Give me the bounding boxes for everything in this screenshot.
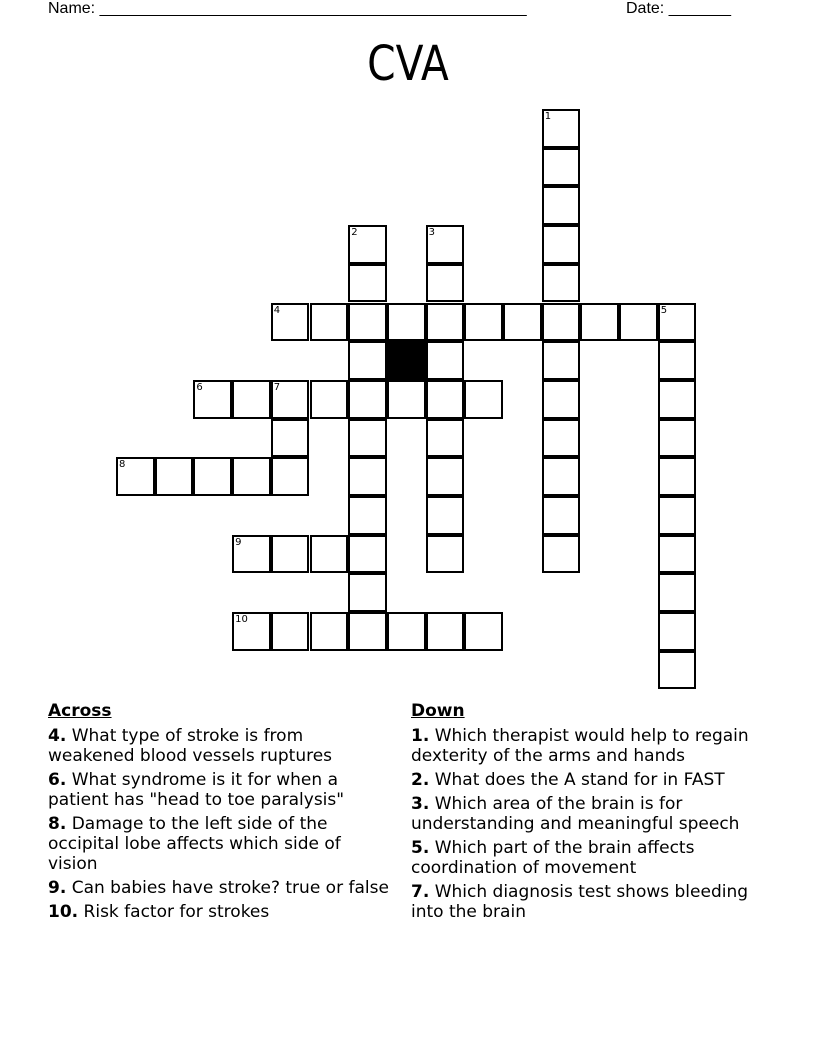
- cell-number: 3: [428, 227, 435, 239]
- clue-text: Which area of the brain is for understanding and meaningful speech: [411, 794, 740, 834]
- grid-cell[interactable]: [542, 380, 581, 419]
- grid-cell[interactable]: [271, 457, 310, 496]
- grid-cell[interactable]: [464, 380, 503, 419]
- clue-across-8: [48, 814, 393, 874]
- grid-cell[interactable]: [348, 535, 387, 574]
- grid-cell[interactable]: [310, 612, 349, 651]
- clue-text: Which diagnosis test shows bleeding into the brain: [411, 882, 749, 922]
- clue-number: 10.: [48, 902, 79, 922]
- clue-number: 2.: [411, 770, 430, 790]
- cell-number: 10: [235, 614, 248, 626]
- grid-cell[interactable]: [542, 225, 581, 264]
- grid-cell[interactable]: [271, 535, 310, 574]
- date-field-label: Date: _______: [626, 0, 731, 17]
- grid-cell[interactable]: [271, 303, 310, 342]
- clue-text: Can babies have stroke? true or false: [66, 878, 389, 898]
- grid-cell[interactable]: [426, 496, 465, 535]
- grid-cell[interactable]: [658, 573, 697, 612]
- clue-text: What syndrome is it for when a patient has "head to toe paralysis": [48, 770, 345, 810]
- clue-number: 1.: [411, 726, 430, 746]
- grid-cell[interactable]: [464, 303, 503, 342]
- grid-cell[interactable]: [348, 457, 387, 496]
- cell-number: 2: [351, 227, 358, 239]
- grid-cell[interactable]: [658, 612, 697, 651]
- grid-cell[interactable]: [580, 303, 619, 342]
- grid-cell[interactable]: [542, 419, 581, 458]
- grid-cell[interactable]: [658, 303, 697, 342]
- grid-cell[interactable]: [193, 380, 232, 419]
- black-cell: [387, 341, 426, 380]
- grid-cell[interactable]: [426, 225, 465, 264]
- clue-text: Damage to the left side of the occipital lobe affects which side of vision: [48, 814, 341, 874]
- clue-number: 7.: [411, 882, 430, 902]
- clue-number: 3.: [411, 794, 430, 814]
- clue-text: Which therapist would help to regain dexterity of the arms and hands: [411, 726, 749, 766]
- grid-cell[interactable]: [387, 380, 426, 419]
- grid-cell[interactable]: [387, 612, 426, 651]
- grid-cell[interactable]: [193, 457, 232, 496]
- grid-cell[interactable]: [387, 303, 426, 342]
- grid-cell[interactable]: [348, 573, 387, 612]
- clue-text: Which part of the brain affects coordination of movement: [411, 838, 695, 878]
- grid-cell[interactable]: [426, 419, 465, 458]
- grid-cell[interactable]: [348, 303, 387, 342]
- clue-down-3: [411, 794, 781, 834]
- grid-cell[interactable]: [542, 148, 581, 187]
- clue-across-9: [48, 878, 393, 898]
- clue-text: Risk factor for strokes: [78, 902, 270, 922]
- grid-cell[interactable]: [658, 380, 697, 419]
- clue-text: What does the A stand for in FAST: [429, 770, 725, 790]
- clue-across-6: [48, 770, 393, 810]
- grid-cell[interactable]: [426, 264, 465, 303]
- grid-cell[interactable]: [348, 612, 387, 651]
- grid-cell[interactable]: [503, 303, 542, 342]
- grid-cell[interactable]: [426, 457, 465, 496]
- grid-cell[interactable]: [155, 457, 194, 496]
- grid-cell[interactable]: [426, 612, 465, 651]
- grid-cell[interactable]: [658, 457, 697, 496]
- grid-cell[interactable]: [658, 496, 697, 535]
- cell-number: 7: [273, 381, 281, 393]
- grid-cell[interactable]: [310, 535, 349, 574]
- grid-cell[interactable]: [271, 380, 310, 419]
- grid-cell[interactable]: [464, 612, 503, 651]
- grid-cell[interactable]: [426, 341, 465, 380]
- clue-down-5: [411, 838, 781, 878]
- clue-across-10: [48, 902, 393, 922]
- cell-number: 9: [235, 536, 242, 548]
- name-field-label: Name: ________________________________________________: [48, 0, 527, 17]
- grid-cell[interactable]: [348, 225, 387, 264]
- grid-cell[interactable]: [542, 186, 581, 225]
- grid-cell[interactable]: [542, 264, 581, 303]
- clue-down-1: [411, 726, 781, 766]
- grid-cell[interactable]: [348, 496, 387, 535]
- grid-cell[interactable]: [310, 303, 349, 342]
- clue-across-4: [48, 726, 393, 766]
- grid-cell[interactable]: [619, 303, 658, 342]
- page-title: CVA: [367, 36, 449, 92]
- grid-cell[interactable]: [348, 341, 387, 380]
- cell-number: 8: [119, 459, 126, 471]
- grid-cell[interactable]: [542, 303, 581, 342]
- clue-down-2: [411, 770, 781, 790]
- clue-number: 5.: [411, 838, 430, 858]
- crossword-grid: [117, 110, 699, 692]
- grid-cell[interactable]: [116, 457, 155, 496]
- grid-cell[interactable]: [426, 535, 465, 574]
- cell-number: 6: [196, 381, 203, 393]
- grid-cell[interactable]: [542, 109, 581, 148]
- grid-cell[interactable]: [542, 535, 581, 574]
- cell-number: 4: [273, 304, 281, 316]
- grid-cell[interactable]: [348, 419, 387, 458]
- down-heading: Down: [411, 701, 465, 721]
- grid-cell[interactable]: [232, 612, 271, 651]
- grid-cell[interactable]: [232, 535, 271, 574]
- clue-number: 6.: [48, 770, 67, 790]
- cell-number: 5: [660, 304, 668, 316]
- down-clues: [411, 700, 781, 926]
- grid-cell[interactable]: [271, 419, 310, 458]
- grid-cell[interactable]: [232, 380, 271, 419]
- grid-cell[interactable]: [310, 380, 349, 419]
- grid-cell[interactable]: [426, 380, 465, 419]
- grid-cell[interactable]: [426, 303, 465, 342]
- grid-cell[interactable]: [348, 380, 387, 419]
- across-heading: Across: [48, 701, 112, 721]
- clue-number: 8.: [48, 814, 67, 834]
- cell-number: 1: [544, 111, 552, 122]
- clue-down-7: [411, 882, 781, 922]
- grid-cell[interactable]: [658, 419, 697, 458]
- grid-cell[interactable]: [348, 264, 387, 303]
- grid-cell[interactable]: [232, 457, 271, 496]
- clue-number: 4.: [48, 726, 67, 746]
- clue-text: What type of stroke is from weakened blood vessels ruptures: [48, 726, 333, 766]
- grid-cell[interactable]: [542, 341, 581, 380]
- clue-number: 9.: [48, 878, 67, 898]
- grid-cell[interactable]: [542, 457, 581, 496]
- across-clues: [48, 700, 393, 926]
- grid-cell[interactable]: [658, 651, 697, 690]
- grid-cell[interactable]: [658, 535, 697, 574]
- grid-cell[interactable]: [271, 612, 310, 651]
- grid-cell[interactable]: [658, 341, 697, 380]
- grid-cell[interactable]: [542, 496, 581, 535]
